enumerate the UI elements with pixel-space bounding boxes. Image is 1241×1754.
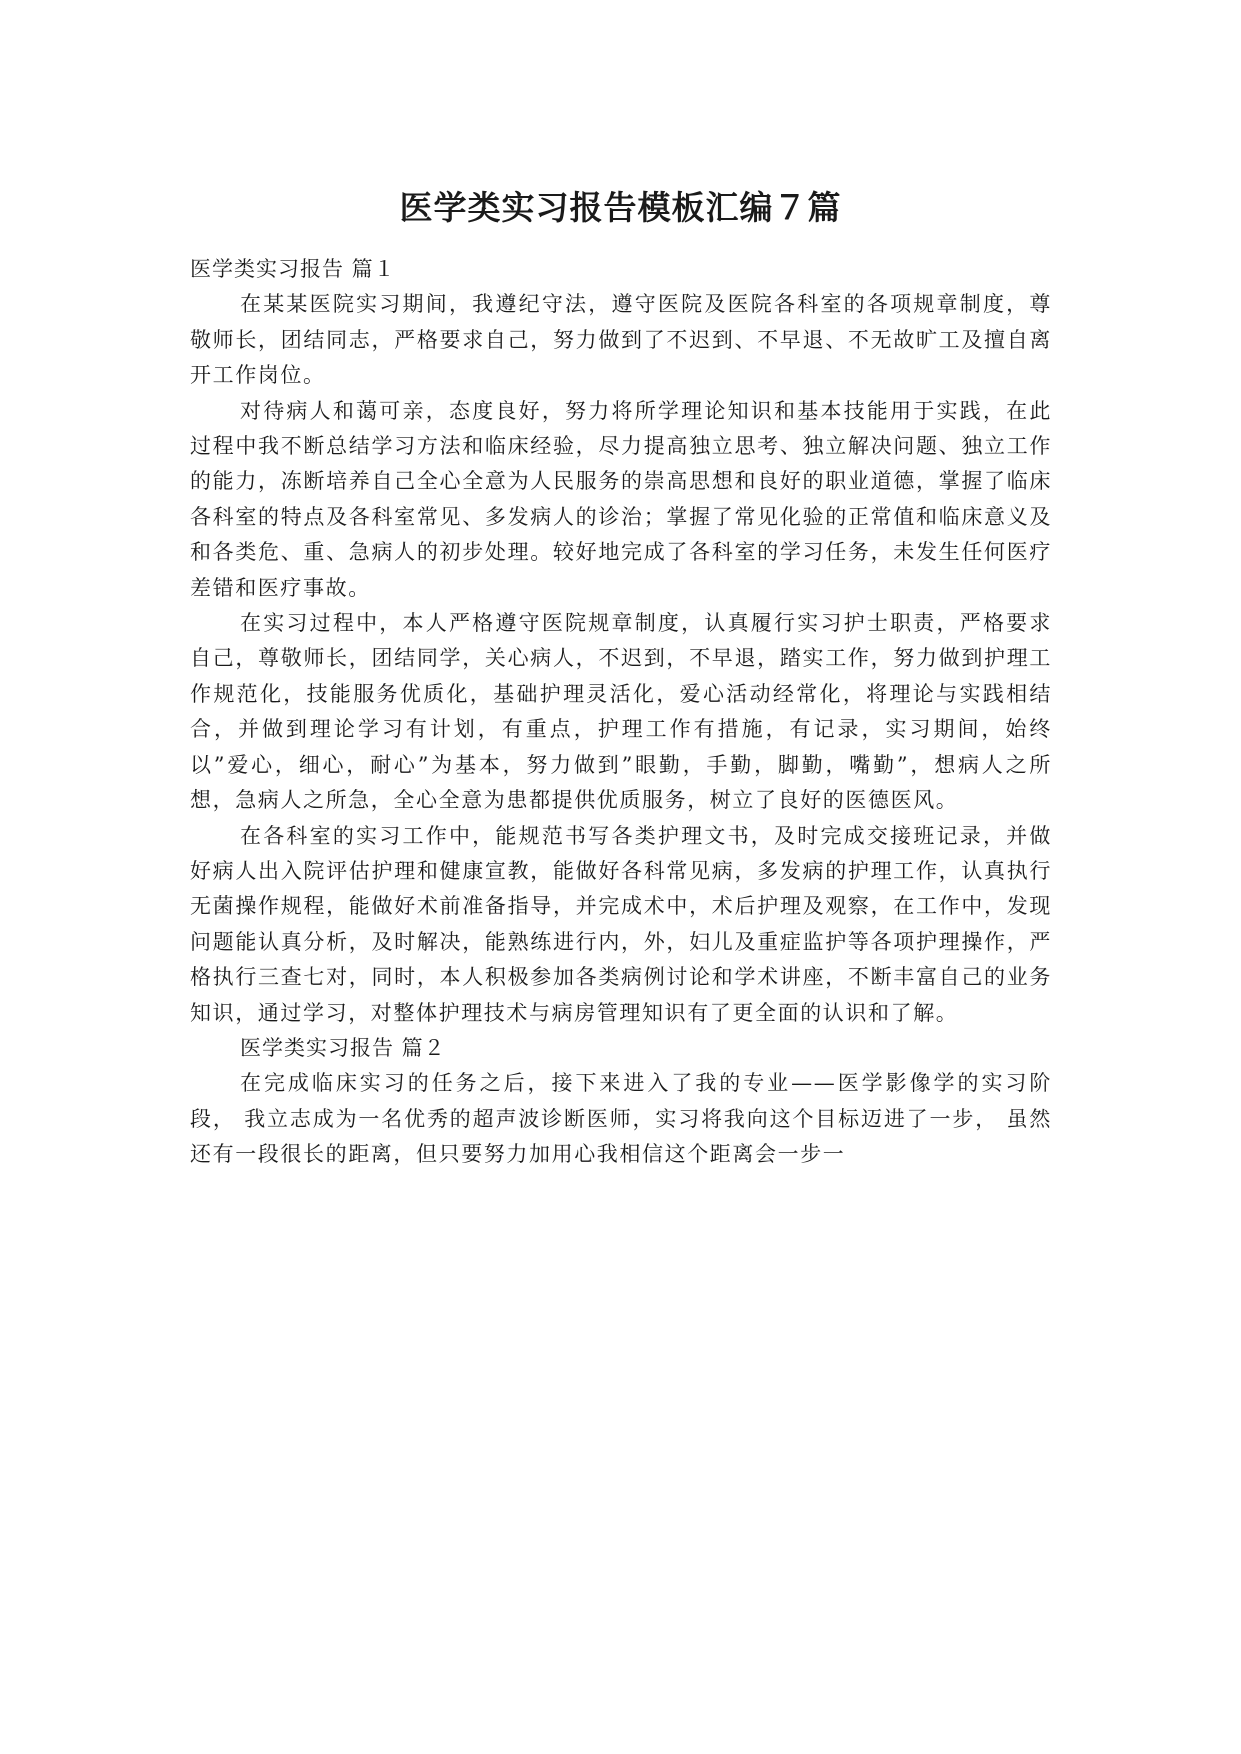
- paragraph: 在某某医院实习期间，我遵纪守法，遵守医院及医院各科室的各项规章制度，尊敬师长，团结同志，严格要求自己，努力做到了不迟到、不早退、不无故旷工及擅自离开工作岗位。: [190, 292, 1052, 388]
- paragraph: 在各科室的实习工作中，能规范书写各类护理文书，及时完成交接班记录，并做好病人出入院评估护理和健康宣教，能做好各科常见病，多发病的护理工作，认真执行无菌操作规程，能做好术前准备指导，并完成术中，术后护理及观察，在工作中，发现问题能认真分析，及时解决，能熟练进行内，外，妇儿及重症监护等各项护理操作，严格执行三查七对，同时，本人积极参加各类病例讨论和学术讲座，不断丰富自己的业务知识，通过学习，对整体护理技术与病房管理知识有了更全面的认识和了解。: [190, 823, 1052, 1025]
- paragraph: 在完成临床实习的任务之后，接下来进入了我的专业——医学影像学的实习阶段， 我立志成为一名优秀的超声波诊断医师，实习将我向这个目标迈进了一步， 虽然还有一段很长的距离，但只要努力加用心我相信这个距离会一步一: [190, 1071, 1052, 1167]
- section-heading: 医学类实习报告 篇２: [240, 1035, 446, 1060]
- document-title: 医学类实习报告模板汇编７篇: [399, 188, 842, 227]
- document-body: [190, 252, 1052, 1173]
- paragraph: 对待病人和蔼可亲，态度良好，努力将所学理论知识和基本技能用于实践，在此过程中我不断总结学习方法和临床经验，尽力提高独立思考、独立解决问题、独立工作的能力，冻断培养自己全心全意为人民服务的崇高思想和良好的职业道德，掌握了临床各科室的特点及各科室常见、多发病人的诊治；掌握了常见化验的正常值和临床意义及和各类危、重、急病人的初步处理。较好地完成了各科室的学习任务，未发生任何医疗差错和医疗事故。: [190, 398, 1052, 600]
- paragraph: 在实习过程中，本人严格遵守医院规章制度，认真履行实习护士职责，严格要求自己，尊敬师长，团结同学，关心病人，不迟到，不早退，踏实工作，努力做到护理工作规范化，技能服务优质化，基础护理灵活化，爱心活动经常化，将理论与实践相结合，并做到理论学习有计划，有重点，护理工作有措施，有记录，实习期间，始终以”爱心，细心，耐心”为基本，努力做到”眼勤，手勤，脚勤，嘴勤”，想病人之所想，急病人之所急，全心全意为患都提供优质服务，树立了良好的医德医风。: [190, 611, 1052, 813]
- section-heading: 医学类实习报告 篇１: [190, 257, 396, 281]
